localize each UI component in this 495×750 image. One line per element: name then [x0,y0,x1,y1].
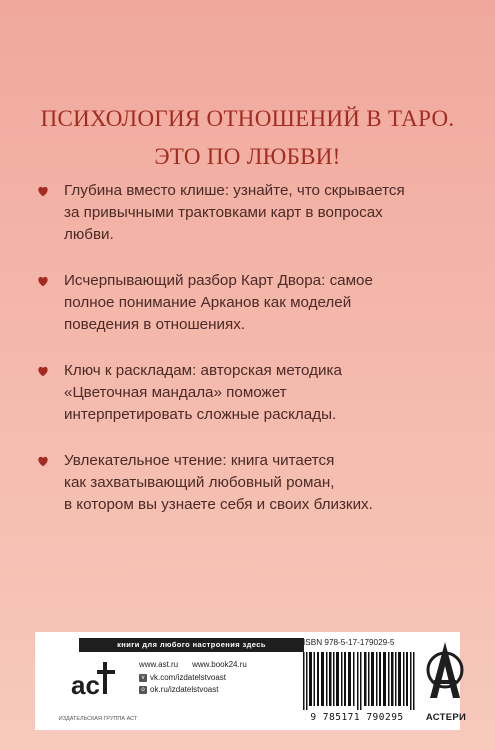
feature-line: поведения в отношениях. [64,316,246,333]
feature-line: полное понимание Арканов как моделей [64,294,352,311]
tagline-banner: книги для любого настроения здесь [79,638,304,652]
publisher-panel [35,632,467,730]
isbn: ISBN 978-5-17-179029-5 [303,638,395,647]
imprint-part: ЕРИ [445,712,467,723]
vk-icon: v [139,674,147,682]
vk-link[interactable]: vk.com/izdatelstvoast [150,673,227,682]
feature-text [64,360,466,426]
publisher-links [139,660,247,697]
headline [0,100,495,176]
feature-line: Исчерпывающий разбор Карт Двора: самое [64,272,373,289]
feature-text [64,180,466,246]
feature-text [64,270,466,336]
ok-link[interactable]: ok.ru/izdatelstvoast [150,685,219,694]
ast-logo-icon [69,656,117,700]
publisher-caption: ИЗДАТЕЛЬСКАЯ ГРУППА АСТ [58,716,138,722]
feature-text [64,450,466,516]
feature-line: Глубина вместо клише: узнайте, что скрывается [64,182,405,199]
imprint-part: АСТ [425,712,446,723]
imprint-name [415,712,477,723]
barcode [303,652,415,710]
svg-text:ac: ac [71,670,100,700]
feature-line: за привычными трактовками карт в вопросах [64,204,383,221]
headline-line-2: ЭТО ПО ЛЮБВИ! [154,144,341,169]
feature-line: как захватывающий любовный роман, [64,474,335,491]
heart-icon [36,184,50,198]
ok-icon: o [139,686,147,694]
feature-line: в котором вы узнаете себя и своих близких. [64,496,373,513]
site-link[interactable]: www.book24.ru [192,660,247,669]
feature-line: любви. [64,226,114,243]
site-link[interactable]: www.ast.ru [139,660,179,669]
feature-item [36,180,466,246]
feature-item [36,270,466,336]
heart-icon [36,274,50,288]
heart-icon [36,454,50,468]
feature-line: Ключ к раскладам: авторская методика [64,362,342,379]
heart-icon [36,364,50,378]
feature-line: «Цветочная мандала» поможет [64,384,287,401]
feature-item [36,360,466,426]
barcode-number: 9 785171 790295 [310,712,404,723]
asteri-logo-icon [420,640,470,712]
feature-list [36,180,466,540]
headline-line-1: ПСИХОЛОГИЯ ОТНОШЕНИЙ В ТАРО. [40,106,455,131]
feature-line: интерпретировать сложные расклады. [64,406,337,423]
feature-item [36,450,466,516]
feature-line: Увлекательное чтение: книга читается [64,452,335,469]
